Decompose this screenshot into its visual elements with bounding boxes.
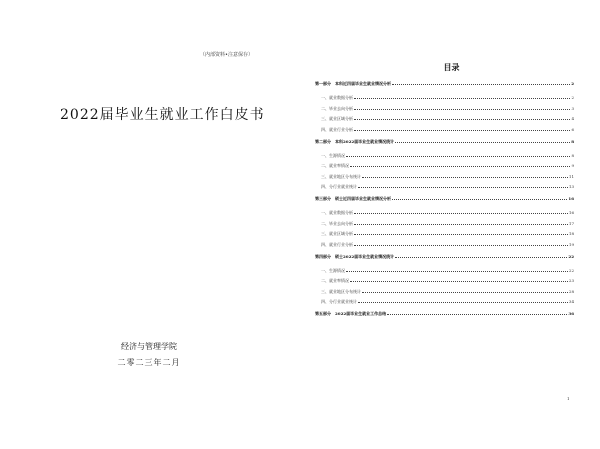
toc-leader-dots — [354, 115, 570, 120]
toc-leader-dots — [350, 277, 568, 282]
toc-leader-dots — [358, 298, 568, 303]
toc-entry-label: 一、就业数据分析 — [321, 95, 353, 100]
toc-entry-label: 一、就业数据分析 — [321, 210, 353, 215]
toc-section-entry[interactable] — [315, 241, 574, 247]
toc-section-entry[interactable] — [315, 183, 574, 189]
toc-entry-label: 四、分行业就业统计 — [321, 299, 357, 304]
toc-list — [315, 80, 574, 316]
publish-date: 二零二三年二月 — [117, 358, 181, 367]
toc-title: 目录 — [443, 63, 460, 72]
toc-entry-label: 三、就业区域分析 — [321, 231, 353, 236]
confidential-notice: （内部资料•注意保存） — [200, 52, 253, 58]
document-title: 2022届毕业生就业工作白皮书 — [60, 107, 265, 123]
toc-entry-page: 28 — [568, 288, 574, 294]
toc-entry-page: 17 — [568, 220, 574, 226]
toc-entry-page: 22 — [568, 267, 574, 273]
toc-entry-label: 二、就业率情况 — [321, 278, 349, 283]
toc-entry-page: 22 — [568, 253, 574, 259]
toc-part-entry[interactable] — [315, 253, 574, 259]
toc-leader-dots — [354, 241, 568, 246]
cover-page — [0, 0, 298, 449]
toc-entry-page: 6 — [571, 126, 574, 132]
toc-entry-label: 一、生源情况 — [321, 267, 345, 273]
toc-entry-page: 34 — [568, 299, 574, 304]
toc-entry-label: 二、毕业去向分析 — [321, 105, 353, 111]
toc-leader-dots — [354, 230, 568, 235]
toc-section-entry[interactable] — [315, 105, 574, 111]
toc-entry-label: 四、分行业就业统计 — [321, 184, 357, 189]
toc-entry-page: 16 — [568, 210, 574, 215]
page-number: 1 — [567, 396, 570, 401]
toc-section-entry[interactable] — [315, 94, 574, 100]
toc-entry-page: 36 — [568, 311, 574, 316]
toc-entry-page: 3 — [571, 105, 574, 111]
toc-section-entry[interactable] — [315, 173, 574, 179]
toc-leader-dots — [350, 162, 570, 167]
toc-entry-page: 19 — [568, 241, 574, 247]
toc-leader-dots — [392, 80, 570, 85]
toc-entry-label: 三、就业地区分布统计 — [321, 288, 361, 294]
toc-entry-label: 第五部分 2022届毕业生就业工作总结 — [315, 311, 387, 316]
toc-entry-page: 2 — [571, 95, 574, 100]
toc-part-entry[interactable] — [315, 310, 574, 316]
toc-leader-dots — [395, 138, 570, 143]
toc-entry-label: 四、就业行业分析 — [321, 126, 353, 132]
toc-entry-label: 第三部分 硕士近四届毕业生就业情况分析 — [315, 196, 391, 201]
toc-leader-dots — [354, 94, 570, 99]
toc-entry-page: 13 — [568, 184, 574, 189]
toc-entry-label: 二、毕业去向分析 — [321, 220, 353, 226]
toc-leader-dots — [354, 220, 568, 225]
toc-entry-label: 四、就业行业分析 — [321, 241, 353, 247]
toc-section-entry[interactable] — [315, 277, 574, 283]
toc-leader-dots — [358, 183, 568, 188]
toc-section-entry[interactable] — [315, 152, 574, 158]
toc-leader-dots — [346, 267, 568, 272]
toc-entry-page: 2 — [571, 81, 574, 86]
toc-entry-page: 18 — [568, 231, 574, 236]
toc-leader-dots — [354, 126, 570, 131]
toc-leader-dots — [362, 288, 568, 293]
toc-entry-label: 一、生源情况 — [321, 152, 345, 158]
toc-section-entry[interactable] — [315, 162, 574, 168]
toc-section-entry[interactable] — [315, 126, 574, 132]
toc-page — [303, 0, 600, 449]
toc-section-entry[interactable] — [315, 288, 574, 294]
toc-entry-label: 第四部分 硕士2022届毕业生就业情况统计 — [315, 253, 395, 259]
toc-entry-label: 第一部分 本科近四届毕业生就业情况分析 — [315, 81, 391, 86]
toc-leader-dots — [395, 253, 567, 258]
toc-entry-page: 8 — [571, 152, 574, 158]
toc-section-entry[interactable] — [315, 230, 574, 236]
toc-entry-page: 16 — [568, 196, 574, 201]
toc-part-entry[interactable] — [315, 80, 574, 86]
toc-section-entry[interactable] — [315, 298, 574, 304]
toc-leader-dots — [362, 173, 568, 178]
toc-leader-dots — [354, 209, 568, 214]
toc-entry-page: 23 — [568, 278, 574, 283]
toc-entry-page: 4 — [571, 116, 574, 121]
toc-leader-dots — [387, 310, 567, 315]
toc-leader-dots — [354, 105, 570, 110]
toc-entry-label: 第二部分 本科2022届毕业生就业情况统计 — [315, 138, 395, 144]
toc-entry-label: 三、就业区域分析 — [321, 116, 353, 121]
toc-part-entry[interactable] — [315, 195, 574, 201]
toc-leader-dots — [346, 152, 570, 157]
toc-part-entry[interactable] — [315, 138, 574, 144]
toc-section-entry[interactable] — [315, 209, 574, 215]
toc-entry-label: 三、就业地区分布统计 — [321, 173, 361, 179]
toc-section-entry[interactable] — [315, 220, 574, 226]
toc-leader-dots — [392, 195, 567, 200]
toc-section-entry[interactable] — [315, 115, 574, 121]
toc-section-entry[interactable] — [315, 267, 574, 273]
toc-entry-page: 11 — [568, 173, 574, 179]
toc-entry-page: 8 — [571, 138, 574, 144]
toc-entry-label: 二、就业率情况 — [321, 163, 349, 168]
toc-entry-page: 9 — [571, 163, 574, 168]
college-name: 经济与管理学院 — [121, 342, 177, 351]
